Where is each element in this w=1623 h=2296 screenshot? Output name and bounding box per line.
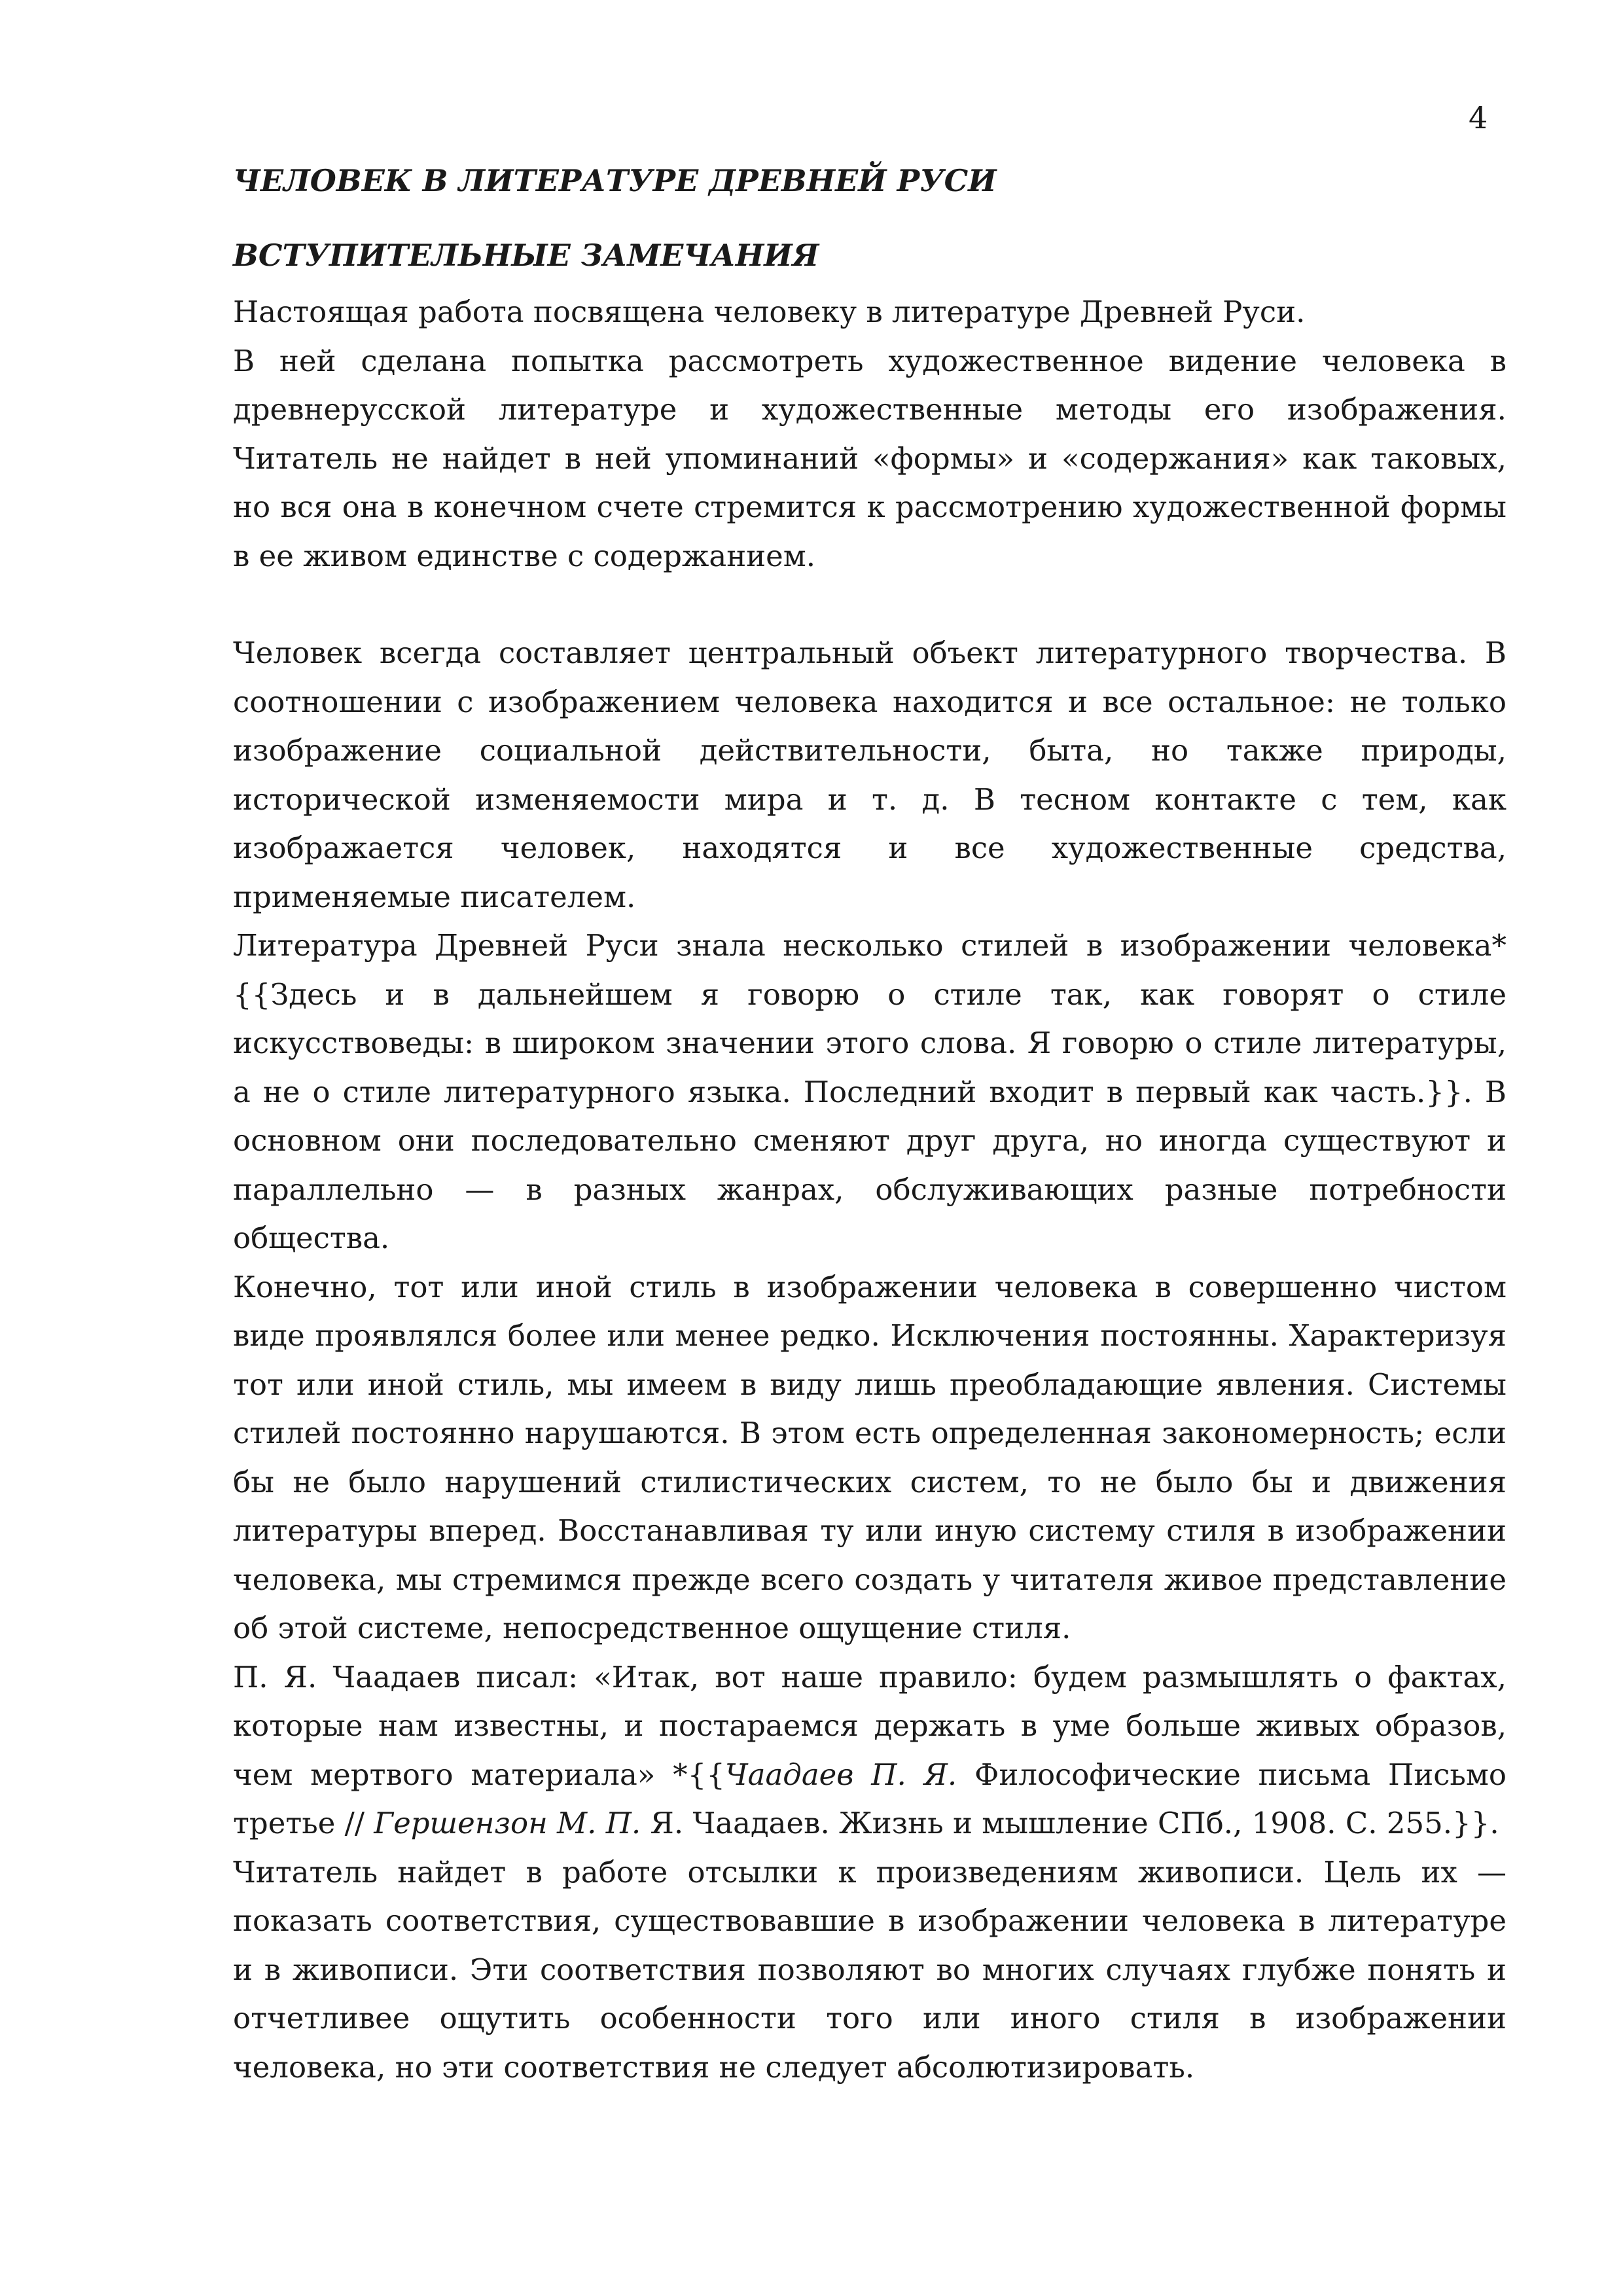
paragraph-6-text-1: П. Я. Чаадаев писал: «Итак, вот наше правило: будем размышлять о фактах, которые нам известны, и постараемся держать в уме больше живых образов, чем мертвого материала» *{{ bbox=[233, 1659, 1507, 1792]
footnote-author-1: Чаадаев П. Я. bbox=[724, 1757, 957, 1792]
document-title: ЧЕЛОВЕК В ЛИТЕРАТУРЕ ДРЕВНЕЙ РУСИ bbox=[233, 163, 997, 198]
paragraph-5: Конечно, тот или иной стиль в изображении человека в совершенно чистом виде проявлялся более или менее редко. Исключения постоянны. Характеризуя тот или иной стиль, мы имеем в виду лишь преобладающие явления. Системы стилей постоянно нарушаются. В этом есть определенная закономерность; если бы не было нарушений стилистических систем, то не было бы и движения литературы вперед. Восстанавливая ту или иную систему стиля в изображении человека, мы стремимся прежде всего создать у читателя живое представление об этой системе, непосредственное ощущение стиля. bbox=[233, 1269, 1507, 1645]
paragraph-gap bbox=[233, 581, 1507, 629]
paragraph-1: Настоящая работа посвящена человеку в литературе Древней Руси. bbox=[233, 295, 1306, 329]
page-number: 4 bbox=[1469, 100, 1488, 135]
paragraph-3: Человек всегда составляет центральный объект литературного творчества. В соотношении с изображением человека находится и все остальное: не только изображение социальной действительности, быта, но также природы, исторической изменяемости мира и т. д. В тесном контакте с тем, как изображается человек, находятся и все художественные средства, применяемые писателем. bbox=[233, 636, 1507, 914]
paragraph-2: В ней сделана попытка рассмотреть художественное видение человека в древнерусской литературе и художественные методы его изображения. Читатель не найдет в ней упоминаний «формы» и «содержания» как таковых, но вся она в конечном счете стремится к рассмотрению художественной формы в ее живом единстве с содержанием. bbox=[233, 343, 1507, 573]
section-subtitle: ВСТУПИТЕЛЬНЫЕ ЗАМЕЧАНИЯ bbox=[233, 238, 819, 273]
paragraph-6-text-3: Я. Чаадаев. Жизнь и мышление СПб., 1908. С. 255.}}. bbox=[641, 1806, 1499, 1840]
footnote-author-2: Гершензон М. П. bbox=[374, 1806, 641, 1840]
document-body bbox=[233, 154, 1507, 2092]
paragraph-6 bbox=[233, 1653, 1507, 1848]
paragraph-4: Литература Древней Руси знала несколько стилей в изображении человека*{{Здесь и в дальнейшем я говорю о стиле так, как говорят о стиле искусствоведы: в широком значении этого слова. Я говорю о стиле литературы, а не о стиле литературного языка. Последний входит в первый как часть.}}. В основном они последовательно сменяют друг друга, но иногда существуют и параллельно — в разных жанрах, обслуживающих разные потребности общества. bbox=[233, 928, 1507, 1255]
paragraph-6-text-2: Философические письма Письмо третье // bbox=[233, 1757, 1507, 1840]
paragraph-7: Читатель найдет в работе отсылки к произведениям живописи. Цель их — показать соответствия, существовавшие в изображении человека в литературе и в живописи. Эти соответствия позволяют во многих случаях глубже понять и отчетливее ощутить особенности того или иного стиля в изображении человека, но эти соответствия не следует абсолютизировать. bbox=[233, 1854, 1507, 2085]
